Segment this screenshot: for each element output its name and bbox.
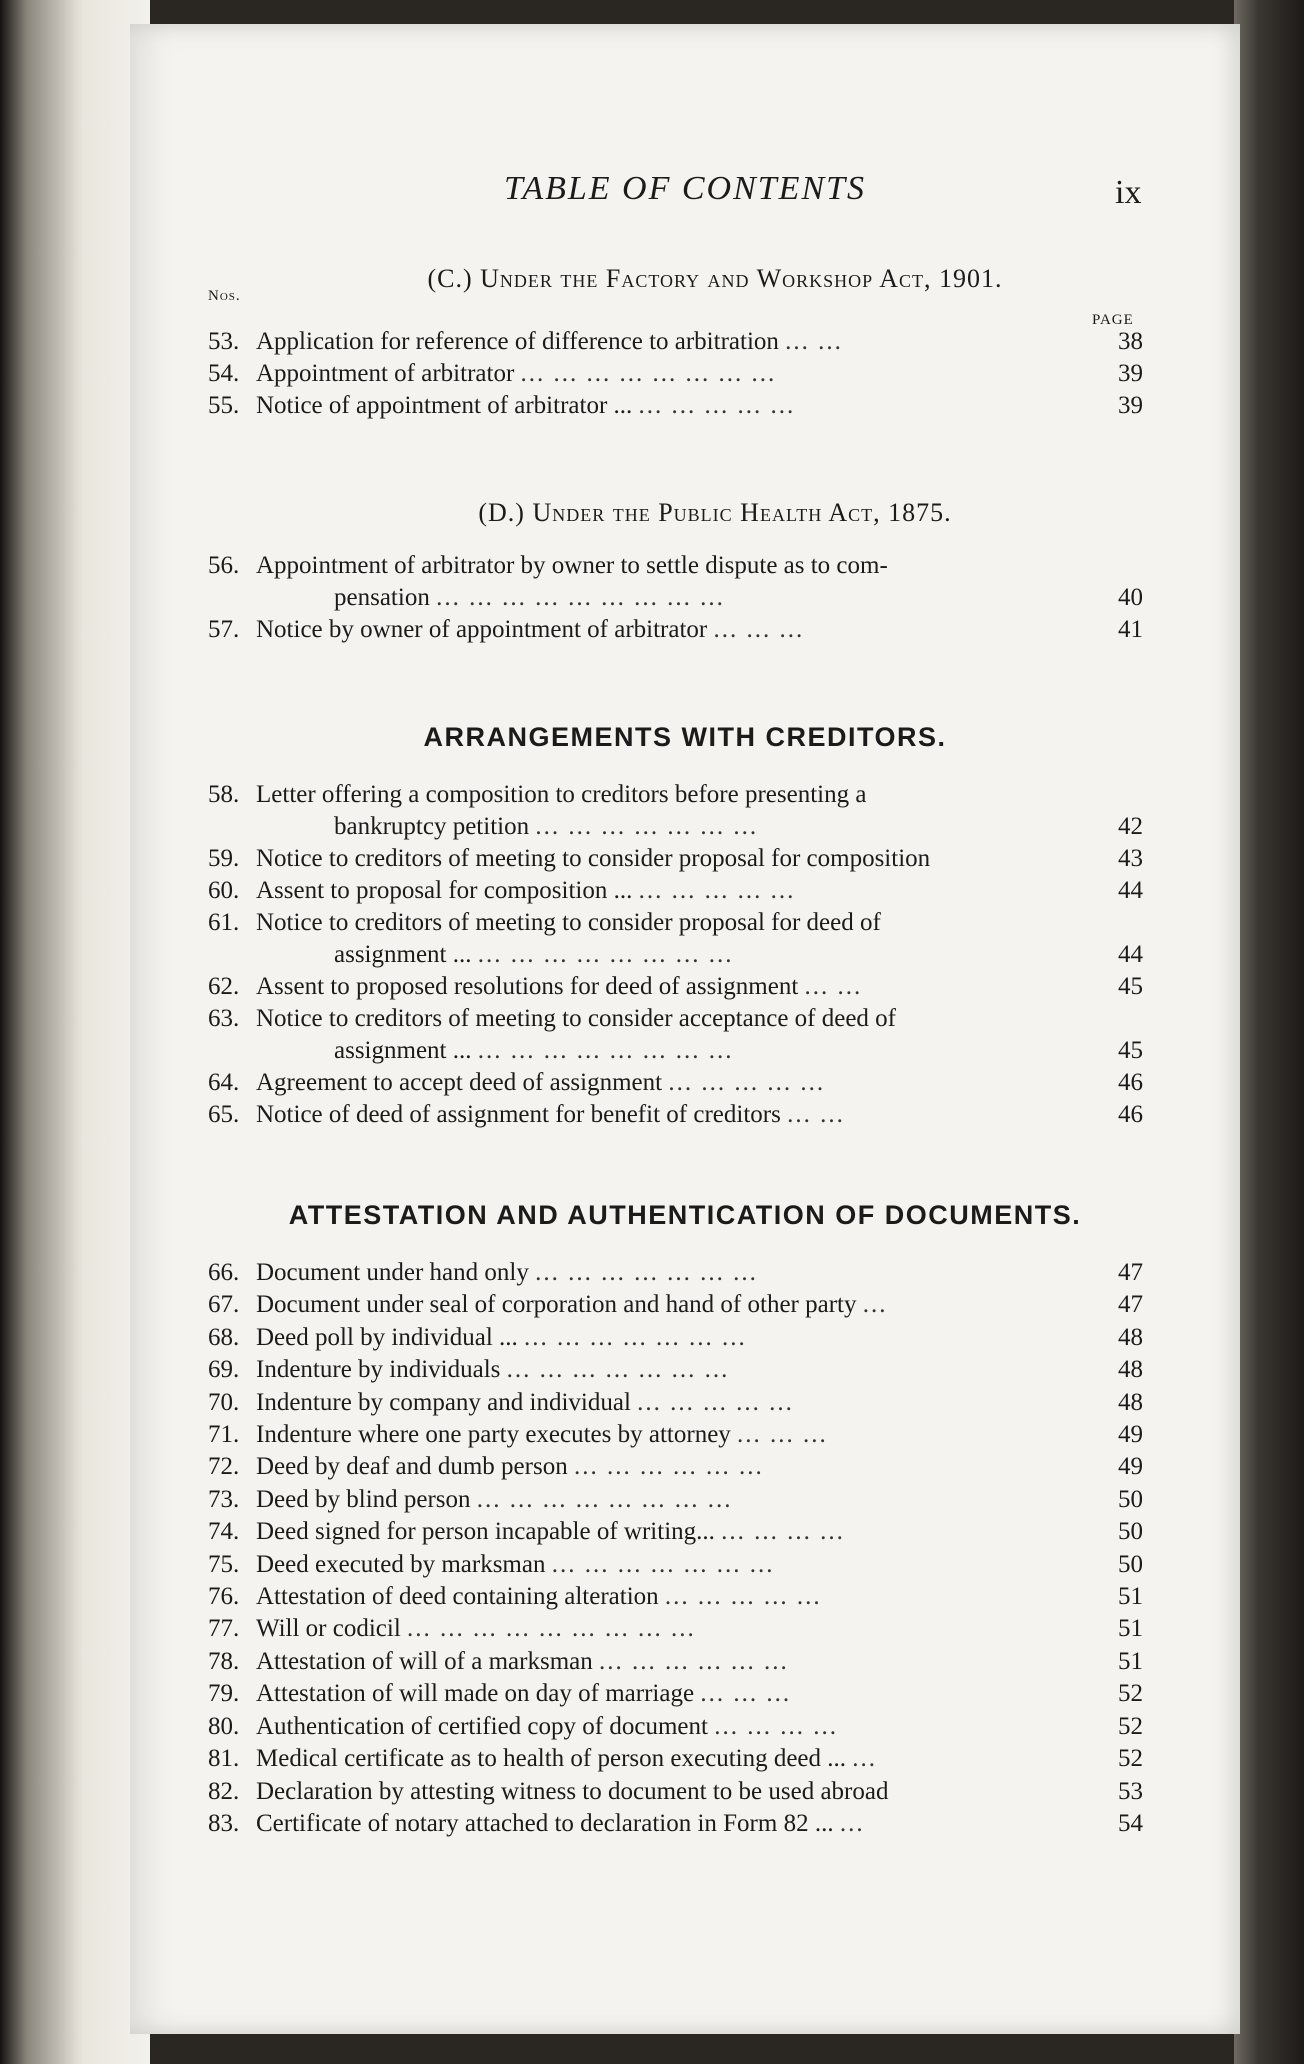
book-page <box>130 24 1240 2034</box>
toc-entry <box>130 907 1240 971</box>
entry-page-number: 50 <box>1118 1485 1143 1513</box>
entry-line <box>208 1808 1090 1840</box>
entry-line <box>208 1451 1090 1483</box>
entry-continuation <box>208 811 1090 843</box>
entry-page-number: 49 <box>1118 1421 1143 1449</box>
dot-leader: ... ... ... ... ... ... <box>573 1453 764 1481</box>
entry-page-number: 53 <box>1118 1777 1143 1805</box>
dot-leader: ... ... ... ... ... ... ... <box>535 1259 758 1286</box>
entry-number: 71. <box>208 1421 240 1449</box>
entry-title: Appointment of arbitrator <box>256 360 515 387</box>
toc-entry <box>130 1646 1240 1678</box>
entry-continuation-text: assignment ... <box>334 941 472 968</box>
dot-leader: ... ... ... ... ... <box>638 392 796 419</box>
toc-entry <box>130 1419 1240 1451</box>
entry-line <box>208 1354 1090 1386</box>
entry-page-number: 39 <box>1118 392 1143 419</box>
entry-number: 72. <box>208 1453 240 1481</box>
dot-leader: ... ... ... ... ... ... ... ... ... <box>436 584 725 611</box>
toc-entry <box>130 1743 1240 1775</box>
dot-leader: ... ... ... ... ... ... ... <box>506 1356 730 1384</box>
entry-title: Indenture by company and individual <box>256 1388 631 1416</box>
entry-number: 58. <box>208 781 240 808</box>
toc-entry <box>130 971 1240 1003</box>
toc-entry <box>130 1257 1240 1289</box>
section-heading: (D.) Under the Public Health Act, 1875. <box>478 498 952 527</box>
entry-title: Assent to proposal for composition ... <box>256 877 633 904</box>
entry-title: Will or codicil <box>256 1615 401 1643</box>
entry-number: 56. <box>208 552 240 579</box>
entry-title: Deed by deaf and dumb person <box>256 1453 568 1481</box>
entry-number: 64. <box>208 1069 240 1096</box>
entry-line <box>208 1711 1090 1743</box>
entry-line <box>208 1743 1090 1775</box>
entry-page-number: 44 <box>1118 941 1143 968</box>
toc-entry <box>130 1711 1240 1743</box>
entry-line <box>208 326 1090 358</box>
entry-line <box>208 1067 1090 1099</box>
entry-title: Notice to creditors of meeting to consider proposal for composition <box>256 845 931 872</box>
entry-line <box>208 1581 1090 1613</box>
dot-leader: ... ... ... <box>700 1680 792 1708</box>
entry-title: Agreement to accept deed of assignment <box>256 1069 663 1096</box>
entry-title: Assent to proposed resolutions for deed of assignment <box>256 973 799 1000</box>
dot-leader: ... ... ... ... ... <box>668 1069 826 1096</box>
entry-title: Authentication of certified copy of document <box>256 1712 708 1740</box>
entry-page-number: 41 <box>1118 616 1143 643</box>
toc-entry <box>130 1516 1240 1548</box>
entry-page-number: 52 <box>1118 1712 1143 1740</box>
dot-leader: ... ... ... ... ... ... ... ... <box>477 941 734 968</box>
entry-number: 82. <box>208 1777 240 1805</box>
entry-page-number: 46 <box>1118 1069 1143 1096</box>
toc-entry <box>130 1003 1240 1067</box>
dot-leader: ... <box>852 1745 878 1773</box>
dot-leader: ... ... ... ... ... ... ... ... <box>520 360 777 387</box>
entry-page-number: 43 <box>1118 845 1143 872</box>
page-title: TABLE OF CONTENTS <box>503 170 867 207</box>
entry-line <box>208 1776 1090 1808</box>
left-page-edge <box>0 0 150 2064</box>
entry-number: 74. <box>208 1518 240 1546</box>
toc-entry <box>130 1354 1240 1386</box>
entry-number: 76. <box>208 1583 240 1611</box>
dot-leader: ... ... <box>785 328 843 355</box>
dot-leader: ... ... ... ... <box>714 1712 838 1740</box>
entry-line <box>208 907 1090 939</box>
entry-title: Notice of deed of assignment for benefit of creditors <box>256 1101 781 1128</box>
toc-entry <box>130 875 1240 907</box>
entry-line <box>208 1289 1090 1321</box>
dot-leader: ... ... <box>804 973 863 1000</box>
entry-page-number: 47 <box>1118 1259 1143 1286</box>
toc-entry <box>130 1387 1240 1419</box>
entry-list <box>130 326 1240 422</box>
entry-line <box>208 875 1090 907</box>
entry-line <box>208 1549 1090 1581</box>
entry-number: 69. <box>208 1356 240 1384</box>
entry-line <box>208 1419 1090 1451</box>
dot-leader: ... ... ... ... ... ... ... ... ... <box>407 1615 696 1643</box>
entry-list <box>130 1257 1240 1840</box>
entry-number: 83. <box>208 1809 240 1837</box>
page-column-label: PAGE <box>1092 312 1134 328</box>
entry-page-number: 52 <box>1118 1680 1143 1708</box>
entry-number: 53. <box>208 328 240 355</box>
toc-entry <box>130 326 1240 358</box>
dot-leader: ... ... ... ... ... ... ... <box>524 1323 747 1351</box>
entry-number: 77. <box>208 1615 240 1643</box>
entry-number: 60. <box>208 877 240 904</box>
entry-title: Declaration by attesting witness to document to be used abroad <box>256 1777 889 1805</box>
entry-page-number: 45 <box>1118 1037 1143 1064</box>
entry-continuation-text: assignment ... <box>334 1037 472 1064</box>
entry-title: Document under seal of corporation and hand of other party <box>256 1291 857 1319</box>
entry-page-number: 40 <box>1118 584 1143 611</box>
entry-number: 57. <box>208 616 240 643</box>
page-number: ix <box>1115 174 1142 211</box>
entry-title: Letter offering a composition to creditors before presenting a <box>256 781 867 808</box>
entry-page-number: 42 <box>1118 813 1143 840</box>
entry-title: Medical certificate as to health of person executing deed ... <box>256 1745 847 1773</box>
toc-entry <box>130 358 1240 390</box>
section-arrangements-with-creditors <box>130 722 1240 1131</box>
entry-number: 61. <box>208 909 240 936</box>
toc-entry <box>130 1808 1240 1840</box>
entry-page-number: 46 <box>1118 1101 1143 1128</box>
entry-number: 67. <box>208 1291 240 1319</box>
entry-page-number: 39 <box>1118 360 1143 387</box>
column-headers <box>130 288 1240 328</box>
dot-leader: ... ... ... ... ... ... ... ... <box>476 1485 733 1513</box>
entry-number: 70. <box>208 1388 240 1416</box>
entry-line <box>208 1613 1090 1645</box>
entry-title: Indenture where one party executes by attorney <box>256 1421 731 1449</box>
entry-page-number: 48 <box>1118 1323 1143 1351</box>
entry-page-number: 47 <box>1118 1291 1143 1319</box>
entry-title: Indenture by individuals <box>256 1356 501 1384</box>
toc-entry <box>130 1776 1240 1808</box>
dot-leader: ... ... ... ... ... ... <box>598 1647 789 1675</box>
entry-line <box>208 550 1090 582</box>
dot-leader: ... ... ... ... ... ... ... <box>551 1550 775 1578</box>
entry-title: Deed poll by individual ... <box>256 1323 518 1351</box>
entry-page-number: 48 <box>1118 1356 1143 1384</box>
entry-line <box>208 1322 1090 1354</box>
dot-leader: ... ... ... ... <box>721 1518 845 1546</box>
entry-line <box>208 1257 1090 1289</box>
entry-title: Certificate of notary attached to declaration in Form 82 ... <box>256 1809 834 1837</box>
entry-number: 59. <box>208 845 240 872</box>
toc-entry <box>130 1099 1240 1131</box>
toc-entry <box>130 614 1240 646</box>
entry-number: 78. <box>208 1647 240 1675</box>
dot-leader: ... ... ... ... ... <box>664 1583 822 1611</box>
dot-leader: ... <box>862 1291 888 1319</box>
entry-line <box>208 358 1090 390</box>
entry-title: Notice by owner of appointment of arbitrator <box>256 616 708 643</box>
right-page-edges <box>1234 0 1304 2064</box>
entry-title: Attestation of will made on day of marriage <box>256 1680 695 1708</box>
nos-column-label: Nos. <box>208 288 241 304</box>
entry-page-number: 50 <box>1118 1518 1143 1546</box>
entry-page-number: 54 <box>1118 1809 1143 1837</box>
entry-line <box>208 971 1090 1003</box>
entry-line <box>208 1387 1090 1419</box>
toc-entry <box>130 1678 1240 1710</box>
entry-number: 68. <box>208 1323 240 1351</box>
entry-line <box>208 1516 1090 1548</box>
dot-leader: ... ... ... ... ... ... ... ... <box>477 1037 734 1064</box>
entry-page-number: 52 <box>1118 1745 1143 1773</box>
toc-entry <box>130 550 1240 614</box>
dot-leader: ... ... ... ... ... <box>637 1388 794 1416</box>
entry-number: 66. <box>208 1259 240 1286</box>
section-heading: ATTESTATION AND AUTHENTICATION OF DOCUMENTS. <box>288 1200 1082 1230</box>
section-heading: (C.) Under the Factory and Workshop Act, 1901. <box>427 264 1003 293</box>
entry-line <box>208 843 1090 875</box>
dot-leader: ... ... ... ... ... <box>638 877 796 904</box>
entry-continuation-text: pensation <box>334 584 430 611</box>
entry-number: 81. <box>208 1745 240 1773</box>
entry-title: Deed executed by marksman <box>256 1550 546 1578</box>
entry-number: 62. <box>208 973 240 1000</box>
entry-line <box>208 1003 1090 1035</box>
entry-title: Notice of appointment of arbitrator ... <box>256 392 633 419</box>
entry-number: 65. <box>208 1101 240 1128</box>
entry-line <box>208 614 1090 646</box>
toc-entry <box>130 1484 1240 1516</box>
entry-line <box>208 1484 1090 1516</box>
toc-entry <box>130 1581 1240 1613</box>
entry-continuation <box>208 582 1090 614</box>
dot-leader: ... <box>839 1809 865 1837</box>
toc-entry <box>130 1549 1240 1581</box>
toc-entry <box>130 1289 1240 1321</box>
entry-number: 54. <box>208 360 240 387</box>
section-attestation-authentication <box>130 1200 1240 1840</box>
dot-leader: ... ... <box>787 1101 845 1128</box>
section-factory-workshop <box>130 264 1240 422</box>
toc-entry <box>130 390 1240 422</box>
entry-number: 75. <box>208 1550 240 1578</box>
entry-title: Application for reference of difference to arbitration <box>256 328 779 355</box>
entry-page-number: 49 <box>1118 1453 1143 1481</box>
entry-list <box>130 550 1240 646</box>
entry-title: Document under hand only <box>256 1259 529 1286</box>
toc-entry <box>130 779 1240 843</box>
entry-page-number: 51 <box>1118 1583 1143 1611</box>
toc-entry <box>130 1322 1240 1354</box>
section-public-health <box>130 498 1240 646</box>
entry-page-number: 50 <box>1118 1550 1143 1578</box>
entry-continuation <box>208 939 1090 971</box>
entry-title: Attestation of will of a marksman <box>256 1647 593 1675</box>
entry-line <box>208 1678 1090 1710</box>
entry-number: 80. <box>208 1712 240 1740</box>
entry-title: Deed by blind person <box>256 1485 471 1513</box>
entry-page-number: 48 <box>1118 1388 1143 1416</box>
toc-entry <box>130 1613 1240 1645</box>
entry-title: Deed signed for person incapable of writing... <box>256 1518 715 1546</box>
entry-continuation <box>208 1035 1090 1067</box>
entry-title: Appointment of arbitrator by owner to settle dispute as to com- <box>256 552 888 579</box>
dot-leader: ... ... ... ... ... ... ... <box>535 813 759 840</box>
entry-title: Attestation of deed containing alteration <box>256 1583 659 1611</box>
toc-entry <box>130 1067 1240 1099</box>
entry-page-number: 44 <box>1118 877 1143 904</box>
entry-line <box>208 1646 1090 1678</box>
entry-page-number: 51 <box>1118 1647 1143 1675</box>
entry-page-number: 51 <box>1118 1615 1143 1643</box>
entry-page-number: 38 <box>1118 328 1143 355</box>
toc-entry <box>130 843 1240 875</box>
entry-title: Notice to creditors of meeting to consider proposal for deed of <box>256 909 881 936</box>
entry-number: 73. <box>208 1485 240 1513</box>
entry-number: 79. <box>208 1680 240 1708</box>
dot-leader: ... ... ... <box>737 1421 828 1449</box>
entry-line <box>208 1099 1090 1131</box>
entry-continuation-text: bankruptcy petition <box>334 813 530 840</box>
dot-leader: ... ... ... <box>713 616 805 643</box>
entry-line <box>208 390 1090 422</box>
entry-line <box>208 779 1090 811</box>
toc-entry <box>130 1451 1240 1483</box>
entry-list <box>130 779 1240 1131</box>
entry-number: 55. <box>208 392 240 419</box>
entry-page-number: 45 <box>1118 973 1143 1000</box>
entry-number: 63. <box>208 1005 240 1032</box>
section-heading: ARRANGEMENTS WITH CREDITORS. <box>423 722 947 752</box>
entry-title: Notice to creditors of meeting to consider acceptance of deed of <box>256 1005 897 1032</box>
